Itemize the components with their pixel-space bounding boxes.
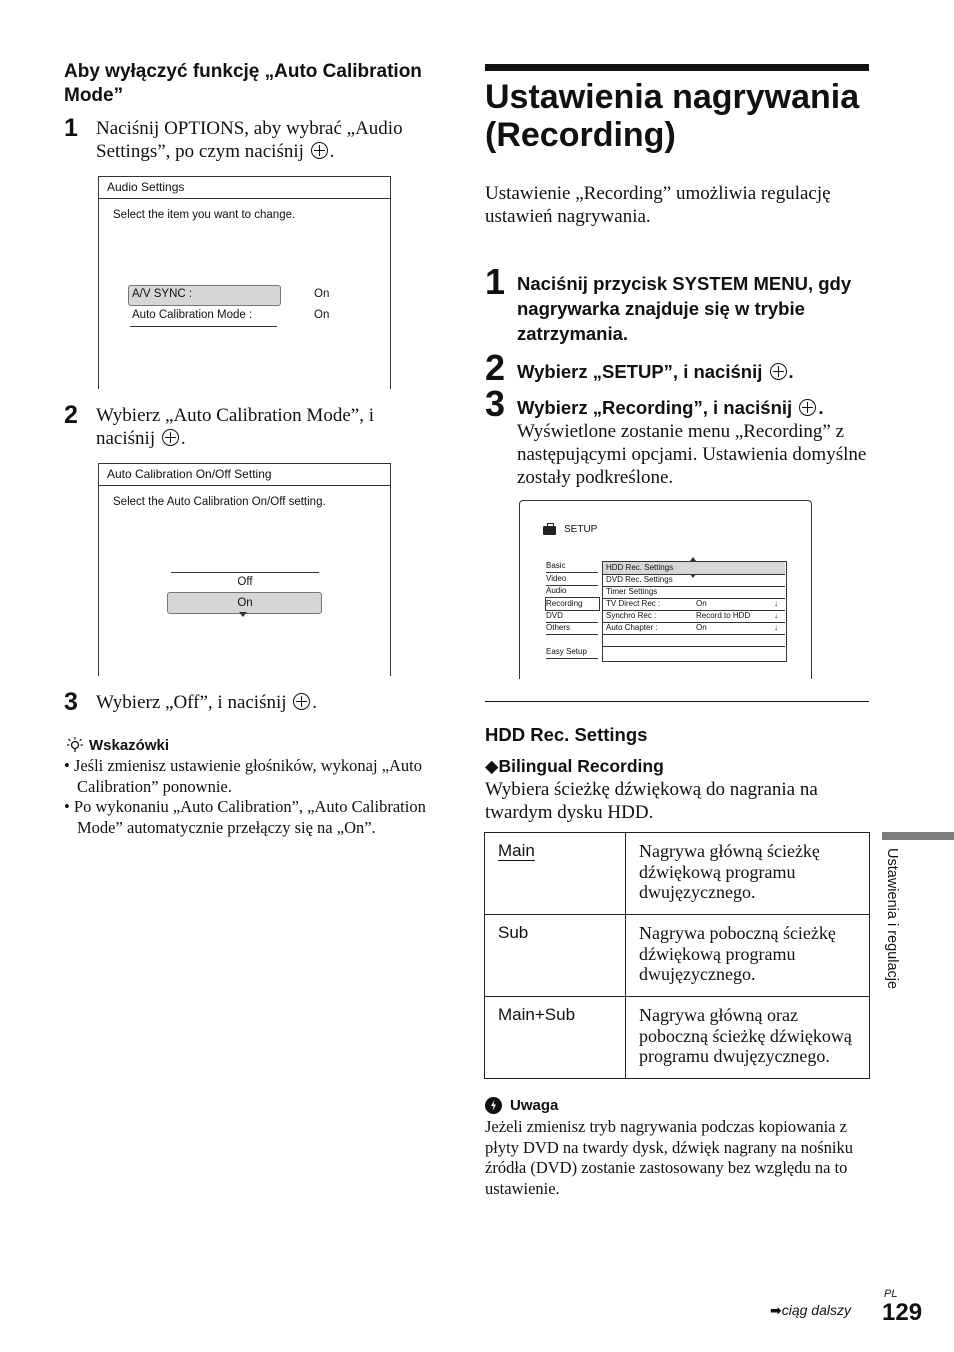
setup-item-label: HDD Rec. Settings — [606, 563, 674, 572]
setup-item-value: On — [696, 623, 707, 632]
section-divider — [485, 701, 869, 702]
note-title: Uwaga — [510, 1097, 559, 1114]
step-text: Naciśnij przycisk SYSTEM MENU, gdy nagrywarka znajduje się w trybie zatrzymania. — [517, 273, 852, 344]
step-description: Wyświetlone zostanie menu „Recording” z następującymi opcjami. Ustawienia domyślne zostały podkreślone. — [517, 421, 867, 488]
screen-prompt: Select the item you want to change. — [113, 209, 296, 221]
setup-screen — [519, 500, 812, 679]
diamond-icon: ◆ — [485, 756, 499, 776]
setup-menu-item-selected[interactable]: Recording — [545, 597, 600, 611]
language-code: PL — [884, 1288, 898, 1300]
menu-row-value: On — [314, 288, 330, 300]
setup-item-divider — [603, 634, 785, 635]
arrow-down-icon: ↓ — [774, 599, 778, 608]
step-number: 2 — [485, 347, 506, 388]
step-instruction: Naciśnij OPTIONS, aby wybrać „Audio Settings”, po czym naciśnij — [96, 118, 403, 162]
description-cell: Nagrywa główną ścieżkę dźwiękową programu dwujęzycznego. — [626, 833, 870, 915]
continued-note — [770, 1302, 851, 1319]
table-row — [485, 915, 870, 997]
description-cell: Nagrywa poboczną ścieżkę dźwiękową programu dwujęzycznego. — [626, 915, 870, 997]
setup-menu-item[interactable]: Video — [546, 573, 598, 586]
option-cell — [485, 833, 626, 915]
screen-prompt: Select the Auto Calibration On/Off setting. — [113, 496, 326, 508]
setup-menu-item[interactable]: Basic — [546, 560, 598, 573]
table-row — [485, 997, 870, 1079]
page-title-line: Ustawienia nagrywania — [485, 78, 860, 116]
note-text: Jeżeli zmienisz tryb nagrywania podczas kopiowania z płyty DVD na twardy dysk, dźwięk nagrany na nośniku źródła (DVD) zostanie zastosowany bez względu na to ustawienie. — [485, 1117, 853, 1198]
step-text — [517, 395, 862, 420]
option-name-default: Main — [498, 841, 535, 860]
option-on: On — [237, 597, 253, 609]
setup-item-divider — [603, 646, 785, 647]
arrow-down-icon: ↓ — [774, 623, 778, 632]
setup-item-label: Auto Chapter : — [606, 623, 658, 632]
menu-row-value: On — [314, 309, 330, 321]
step-end: . — [329, 141, 335, 162]
toolbox-handle — [547, 523, 554, 527]
step-number: 3 — [485, 383, 506, 424]
step-instruction: Wybierz „Off”, i naciśnij — [96, 692, 287, 713]
setup-menu-item[interactable]: DVD — [546, 610, 598, 623]
auto-calibration-screen — [98, 463, 391, 676]
enter-button-icon — [293, 693, 310, 710]
subsection-heading — [485, 756, 664, 777]
step-number: 3 — [64, 688, 78, 716]
screen-title: Audio Settings — [99, 177, 390, 199]
subsection-description: Wybiera ścieżkę dźwiękową do nagrania na twardym dysku HDD. — [485, 779, 818, 823]
audio-settings-screen — [98, 176, 391, 389]
setup-menu-item[interactable]: Audio — [546, 585, 598, 598]
section-heading: Aby wyłączyć funkcję „Auto Calibration Mode” — [64, 61, 422, 106]
menu-row-label: Auto Calibration Mode : — [132, 309, 253, 321]
step-end: . — [180, 428, 186, 449]
setup-menu-item[interactable]: Easy Setup — [546, 646, 598, 659]
lightbulb-icon — [66, 736, 84, 754]
setup-item-label: Timer Settings — [606, 587, 658, 596]
setup-menu-item[interactable]: Others — [546, 622, 598, 635]
setup-item-label: TV Direct Rec : — [606, 599, 661, 608]
step-number: 1 — [485, 261, 506, 302]
option-name: Sub — [498, 923, 529, 942]
arrow-down-icon: ↓ — [774, 611, 778, 620]
setup-item-value: On — [696, 599, 707, 608]
side-tab-bar — [882, 832, 954, 840]
note-icon — [485, 1097, 502, 1114]
continued-label: ciąg dalszy — [781, 1302, 851, 1318]
step-instruction: Wybierz „Auto Calibration Mode”, i naciśnij — [96, 405, 374, 449]
setup-item-label: DVD Rec. Settings — [606, 575, 673, 584]
step-number: 2 — [64, 401, 78, 429]
setup-item-value: Record to HDD — [696, 611, 751, 620]
options-table — [484, 832, 870, 1079]
intro-text: Ustawienie „Recording” umożliwia regulację ustawień nagrywania. — [485, 183, 831, 227]
step-text — [96, 404, 436, 450]
arrow-right-icon: ➡ — [770, 1302, 782, 1318]
option-separator — [171, 572, 319, 573]
tip-item: • Po wykonaniu „Auto Calibration”, „Auto Calibration Mode” automatycznie przełączy się na „On”. — [64, 797, 426, 837]
step-text — [517, 359, 862, 384]
page-number: 129 — [882, 1299, 923, 1326]
enter-button-icon — [162, 429, 179, 446]
chevron-up-icon — [690, 557, 696, 561]
step-text — [96, 691, 436, 714]
enter-button-icon — [799, 399, 816, 416]
title-rule — [485, 64, 869, 71]
step-number: 1 — [64, 114, 78, 142]
step-end: . — [312, 692, 318, 713]
tips-list — [64, 756, 449, 838]
enter-button-icon — [311, 142, 328, 159]
menu-row-label: A/V SYNC : — [132, 288, 193, 300]
step-instruction: Wybierz „Recording”, i naciśnij — [517, 397, 793, 418]
tips-title: Wskazówki — [89, 737, 170, 754]
table-row — [485, 833, 870, 915]
section-heading: HDD Rec. Settings — [485, 724, 648, 745]
page-title-line: (Recording) — [485, 116, 676, 154]
side-tab-label: Ustawienia i regulacje — [884, 848, 900, 990]
enter-button-icon — [770, 363, 787, 380]
description-cell: Nagrywa główną oraz poboczną ścieżkę dźwiękową programu dwujęzycznego. — [626, 997, 870, 1079]
setup-title: SETUP — [564, 524, 598, 535]
toolbox-icon — [543, 526, 556, 535]
step-instruction: Wybierz „SETUP”, i naciśnij — [517, 361, 763, 382]
option-name: Main+Sub — [498, 1005, 576, 1024]
setup-item-label: Synchro Rec : — [606, 611, 657, 620]
option-cell — [485, 997, 626, 1079]
step-end: . — [818, 397, 824, 418]
option-cell — [485, 915, 626, 997]
screen-title: Auto Calibration On/Off Setting — [99, 464, 390, 486]
row-underline — [130, 326, 277, 327]
subsection-title: Bilingual Recording — [498, 756, 664, 776]
chevron-down-icon — [239, 612, 247, 617]
step-end: . — [788, 361, 794, 382]
option-off[interactable]: Off — [237, 576, 253, 588]
step-text — [96, 117, 456, 163]
tip-item: • Jeśli zmienisz ustawienie głośników, wykonaj „Auto Calibration” ponownie. — [64, 756, 423, 796]
page-title — [485, 78, 905, 154]
